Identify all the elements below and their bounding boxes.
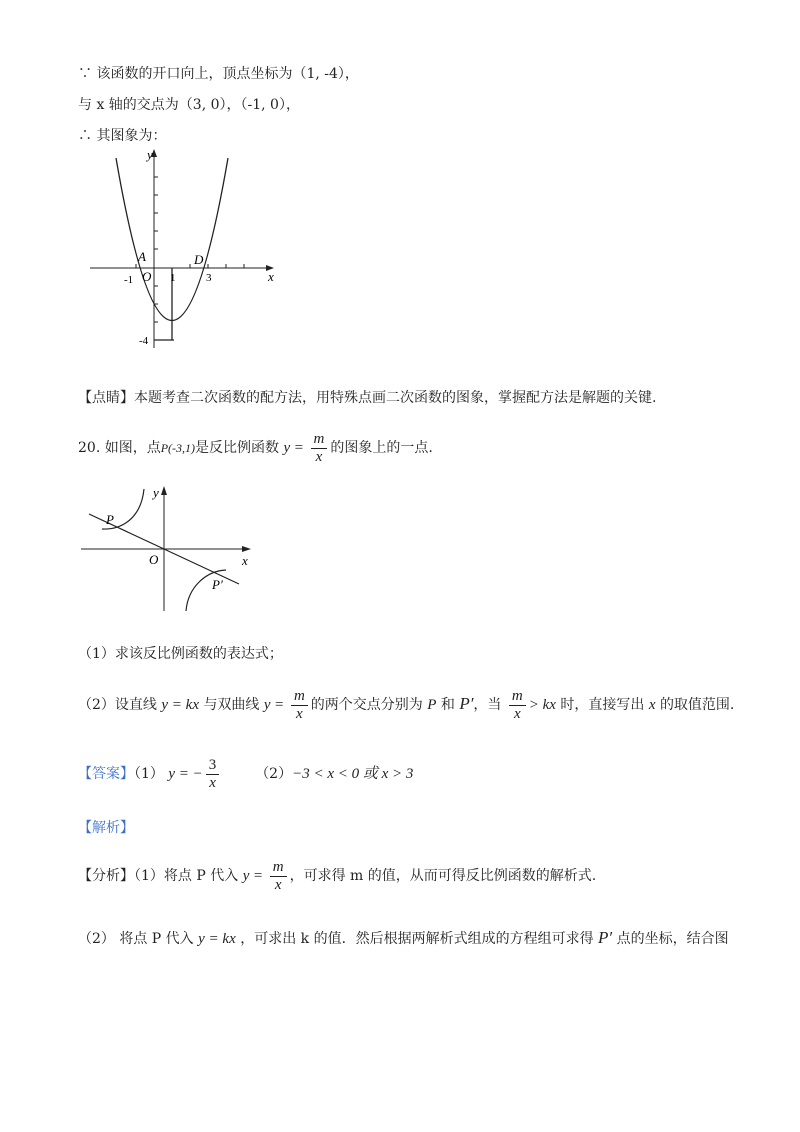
sub2-text-c: 的两个交点分别为 [310,697,423,713]
parabola-graph [84,143,284,358]
answer-frac-den: x [209,774,216,791]
sub2-frac2-den: x [513,705,521,722]
tick-label-3: 3 [206,272,212,284]
step2-text-a: （2） 将点 P 代入 [78,931,194,947]
sub2-text-e: 时，直接写出 [560,697,645,713]
label-O: O [142,269,152,284]
y-axis-label: y [147,147,153,162]
answer-lhs: y = − [168,766,203,782]
label-P-prime: P′ [212,577,223,592]
fenxi-frac-num: m [270,859,287,877]
q20-text-c: 的图象上的一点. [330,440,433,456]
q20-frac-num: m [311,431,328,449]
step2-text-c: 点的坐标，结合图 [616,931,729,947]
q20-text-a: 20. 如图，点 [78,440,161,456]
answer-frac-num: 3 [206,757,220,775]
sub2-text-f: 的取值范围. [659,697,735,713]
sub2-and: 和 [440,697,455,713]
answer-range: −3 < x < 0 或 x > 3 [292,766,414,782]
label-A: A [138,249,146,264]
sub2-eq: = [275,697,284,713]
answer-part1-label: （1） [134,766,164,782]
fenxi-text-b: ，可求得 m 的值，从而可得反比例函数的解析式. [289,868,597,884]
x-axis-arrow [242,546,251,552]
q20-text-b: 是反比例函数 [195,440,280,456]
analysis-step-1 [78,856,596,896]
sub2-frac2-num: m [509,688,526,706]
step2-line-eq: y = kx [198,931,236,947]
intro-line-2: 与 x 轴的交点为（3, 0），（-1, 0）， [78,97,300,113]
y-axis-arrow [161,486,167,495]
analysis-tag: 【解析】 [78,820,134,836]
sub2-x-var: x [648,697,656,713]
sub2-y: y [263,697,271,713]
tick-label-1: 1 [170,272,176,284]
label-D: D [194,252,204,267]
sub2-text-a: （2）设直线 [78,697,157,713]
label-O: O [149,552,159,567]
q20-frac-den: x [315,448,323,465]
question-20 [78,428,433,468]
step2-P-prime: P′ [598,928,613,947]
y-ticks [154,177,158,322]
answer-tag: 【答案】 [78,766,134,782]
x-ticks [136,264,244,268]
sub2-P: P [427,697,437,713]
comment-dianjing: 【点睛】本题考查二次函数的配方法，用特殊点画二次函数的图象，掌握配方法是解题的关键. [78,390,657,406]
sub2-text-d: ，当 [473,697,502,713]
q20-fraction [311,431,328,466]
x-axis-label: x [268,269,274,284]
q20-point: P(-3,1) [160,441,196,455]
fenxi-fraction [270,859,287,894]
q20-eq: = [294,440,304,456]
intro-line-1: ∵ 该函数的开口向上，顶点坐标为（1, -4）， [78,66,359,82]
answer-row [78,752,413,796]
fenxi-frac-den: x [274,876,282,893]
sub2-P-prime: P′ [459,694,474,713]
tick-label-minus1: -1 [124,274,134,286]
y-axis-label: y [153,485,159,500]
label-P: P [106,512,114,527]
step2-text-b: ，可求出 k 的值．然后根据两解析式组成的方程组可求得 [240,931,594,947]
sub2-frac1-den: x [296,705,303,722]
sub2-frac1-num: m [291,688,308,706]
fenxi-y: y [242,868,250,884]
x-axis-label: x [242,553,248,568]
answer-part2-label: （2） [255,766,293,782]
q20-y: y [283,440,291,456]
sub2-gt-kx: > kx [528,697,556,713]
analysis-step-2 [78,922,729,955]
sub-question-2 [78,684,734,725]
fenxi-text-a: 【分析】（1）将点 P 代入 [78,868,239,884]
sub2-fraction-2 [509,688,526,723]
intro-line-3: ∴ 其图象为： [78,128,167,144]
hyperbola-graph [76,481,266,616]
sub2-fraction-1 [291,688,308,723]
sub2-line-eq: y = kx [161,697,199,713]
fenxi-eq: = [253,868,263,884]
sub2-text-b: 与双曲线 [203,697,260,713]
answer-fraction [206,757,220,792]
tick-label-minus4: -4 [139,335,149,347]
sub-question-1: （1）求该反比例函数的表达式； [78,646,283,662]
